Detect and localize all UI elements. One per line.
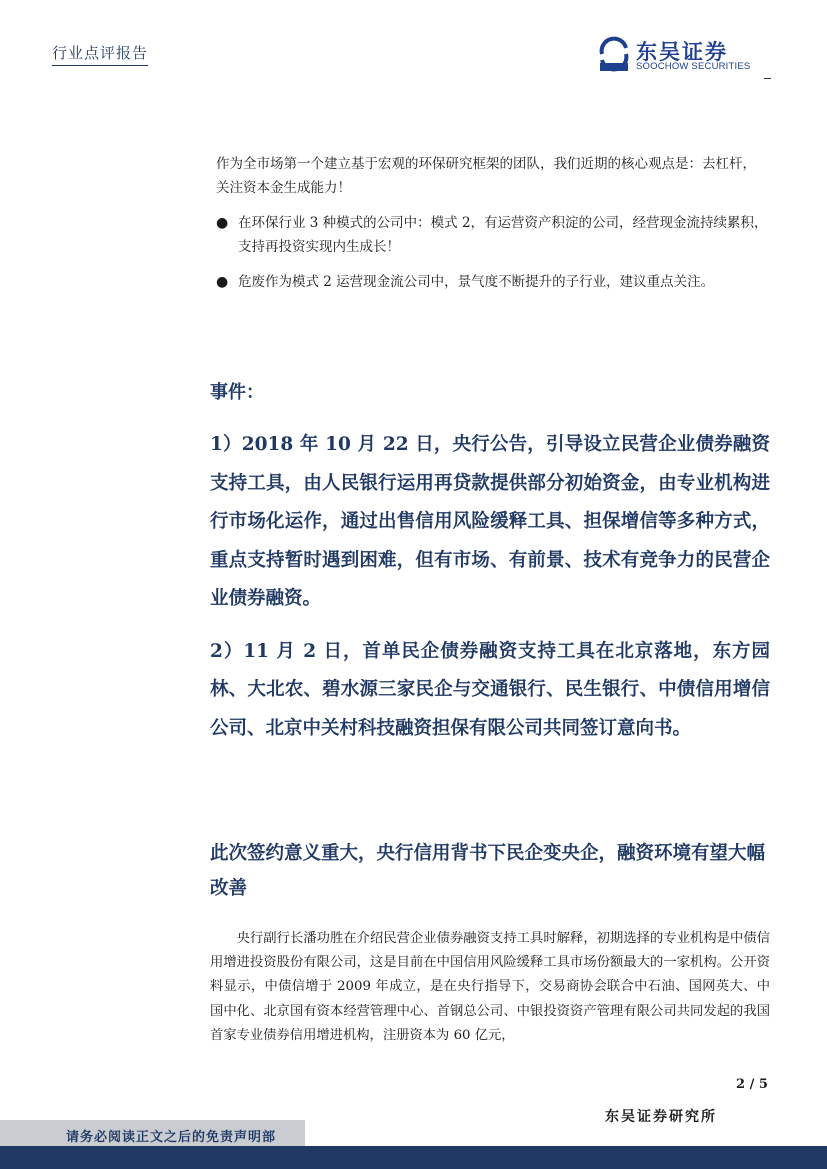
logo-chinese-name: 东吴证券: [636, 40, 728, 64]
header-tick-mark: [764, 78, 771, 79]
section-body: 央行副行长潘功胜在介绍民营企业债券融资支持工具时解释，初期选择的专业机构是中债信用增进投资股份有限公司，这是目前在中国信用风险缓释工具市场份额最大的一家机构。公开资料显示，中债信增于 2009 年成立，是在央行指导下，交易商协会联合中石油、国网英大、中国中化、北京国有资本经营管理中心、首钢总公司、中银投资资产管理有限公司共同发起的我国首家专业债券信用增进机构，注册资本为 60 亿元，: [210, 931, 770, 1043]
report-type-label: 行业点评报告: [52, 42, 148, 66]
event-item: 1）2018 年 10 月 22 日，央行公告，引导设立民营企业债券融资支持工具，由人民银行运用再贷款提供部分初始资金，由专业机构进行市场化运作，通过出售信用风险缓释工具、担保增信等多种方式，重点支持暂时遇到困难，但有市场、有前景、技术有竞争力的民营企业债券融资。: [210, 434, 770, 609]
summary-bullet-text: 在环保行业 3 种模式的公司中：模式 2，有运营资产积淀的公司，经营现金流持续累积，支持再投资实现内生成长！: [238, 215, 768, 255]
soochow-logo-icon: [596, 36, 632, 72]
disclaimer-text: 请务必阅读正文之后的免责声明部: [66, 1130, 277, 1145]
section-title: 此次签约意义重大，央行信用背书下民企变央企，融资环境有望大幅改善: [210, 843, 766, 899]
events-list: [210, 426, 770, 762]
logo-english-name: SOOCHOW SECURITIES: [636, 61, 751, 72]
summary-intro: 作为全市场第一个建立基于宏观的环保研究框架的团队，我们近期的核心观点是：去杠杆，关注资本金生成能力！: [216, 156, 756, 196]
events-heading: 事件：: [210, 382, 264, 403]
summary-bullet-text: 危废作为模式 2 运营现金流公司中，景气度不断提升的子行业，建议重点关注。: [238, 274, 715, 290]
bullet-dot-icon: ●: [216, 215, 229, 231]
page-number: 2 / 5: [736, 1077, 768, 1092]
bullet-dot-icon: ●: [216, 274, 229, 290]
event-item: 2）11 月 2 日，首单民企债券融资支持工具在北京落地，东方园林、大北农、碧水源三家民企与交通银行、民生银行、中债信用增信公司、北京中关村科技融资担保有限公司共同签订意向书。: [210, 640, 770, 739]
footer-band: [0, 1146, 827, 1169]
institute-name: 东吴证券研究所: [605, 1109, 717, 1125]
summary-bullet: [216, 270, 768, 294]
key-views-summary: [216, 152, 768, 305]
summary-bullet: [216, 211, 768, 259]
company-logo: [596, 36, 768, 76]
